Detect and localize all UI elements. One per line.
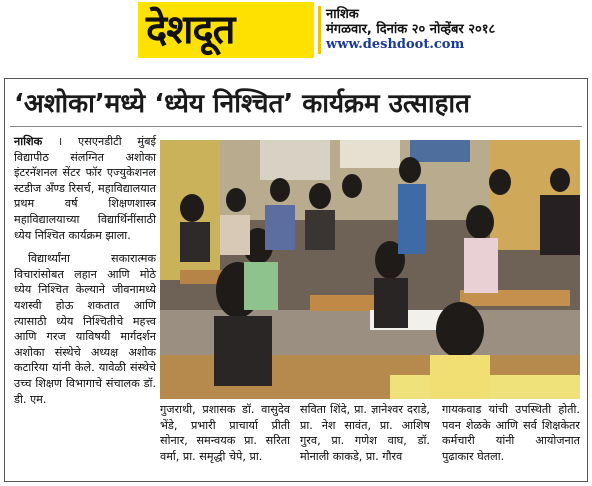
article-column-4: गायकवाड यांची उपस्थिती होती. पवन शेळके आणि सर्व शिक्षकेतर कर्मचारी यांनी आयोजनात पुढाकार घेतला. — [442, 403, 580, 463]
edition-city: नाशिक — [326, 7, 359, 22]
masthead-divider — [318, 6, 321, 54]
article-column-2: गुजराथी, प्रशासक डॉ. वासुदेव भेंडे, प्रभारी प्राचार्या प्रीती सोनार, समन्वयक प्रा. सरिता वर्मा, प्रा. समृद्धी चेपे, प्रा. — [160, 403, 290, 463]
paragraph-2: विद्यार्थ्यांना सकारात्मक विचारांसोबत लहान आणि मोठे ध्येय निश्चित केल्याने जीवनामध्ये यशस्वी होऊ शकतात आणि त्यासाठी ध्येय निश्चितीचे महत्त्व आणि गरज याविषयी मार्गदर्शन अशोका संस्थेचे अध्यक्ष अशोक कटारिया यांनी केले. यावेळी संस्थेचे उच्च शिक्षण विभागाचे संचालक डॉ. डी. एम. — [14, 252, 156, 406]
edition-date: मंगळवार, दिनांक २० नोव्हेंबर २०१८ — [326, 22, 496, 37]
article-bottom-columns — [160, 402, 580, 478]
website-url: www.deshdoot.com — [326, 37, 465, 52]
paragraph-1 — [14, 134, 156, 243]
event-photo — [160, 140, 580, 399]
article-left-column — [14, 134, 156, 407]
newspaper-logo: देशदूत — [146, 7, 235, 53]
dateline: नाशिक — [14, 135, 43, 148]
paragraph-1-text: । एसएनडीटी मुंबई विद्यापीठ संलग्नित अशोका इंटरनॅशनल सेंटर फॉर एज्युकेशनल स्टडीज अँण्ड रिसर्च, महाविद्यालयात प्रथम वर्ष शिक्षणशास्त्र महाविद्यालयाच्या विद्यार्थिनींसाठी ध्येय निश्चित कार्यक्रम झाला. — [14, 135, 156, 242]
article-column-3: सविता शिंदे, प्रा. ज्ञानेश्वर दराडे, प्रा. नेश सावंत, प्रा. आशिष गुरव, प्रा. गणेश वाघ, डॉ. मोनाली काकडे, प्रा. गौरव — [300, 403, 430, 463]
article-headline: ‘अशोका’मध्ये ‘ध्येय निश्चित’ कार्यक्रम उत्साहात — [14, 89, 470, 119]
masthead-logo-block — [138, 2, 314, 58]
masthead-info — [318, 4, 518, 58]
headline-rule — [10, 126, 582, 127]
event-photo-illustration — [160, 140, 580, 399]
